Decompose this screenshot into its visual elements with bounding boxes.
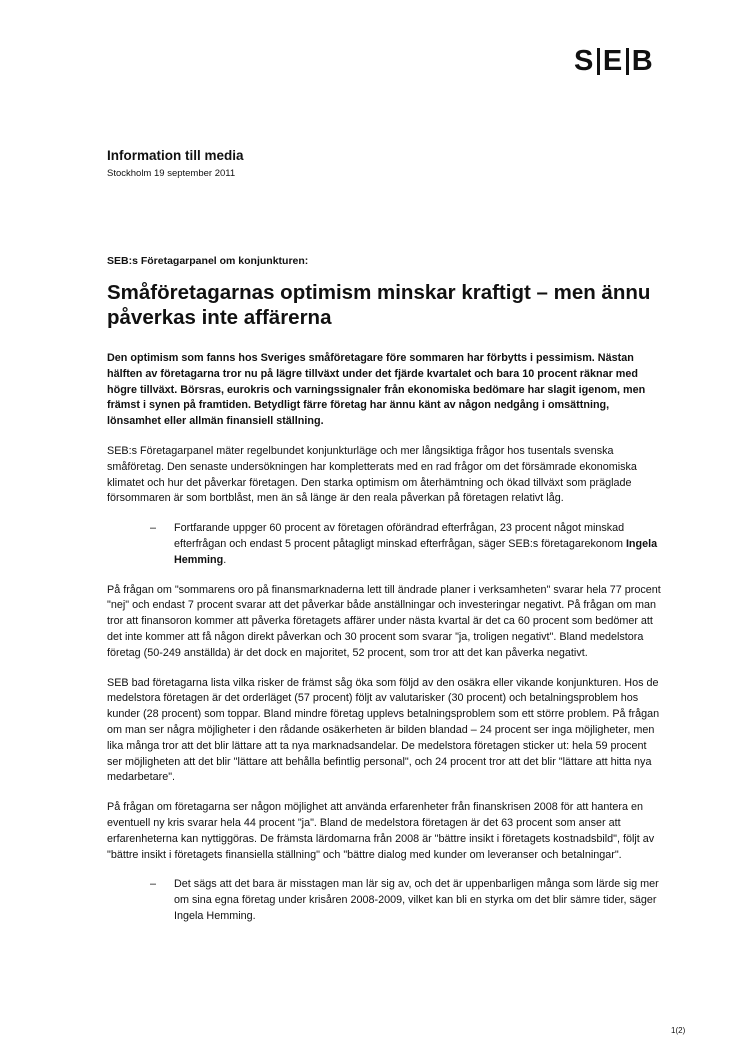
lead-paragraph: Den optimism som fanns hos Sveriges småföretagare före sommaren har förbytts i pessimism. Nästan hälften av företagarna tror nu på lägre tillväxt under det fjärde kvartalet och bara 10 procent räknar med högre tillväxt. Börsras, eurokris och varningssignaler från ekonomiska bedömare har slagit igenom, men främst i synen på framtiden. Betydligt färre företag har ännu känt av någon nedgång i omsättning, lönsamhet eller allmän finansiell ställning. <box>107 352 646 428</box>
dash-bullet: – <box>150 878 157 891</box>
logo-letter-e: E <box>602 45 623 77</box>
quote-text: Det sägs att det bara är misstagen man lär sig av, och det är uppenbarligen många som lärde sig mer om sina egna företag under krisåren 2008-2009, vilket kan bli en styrka om det blir sämre tider, säger Ingela Hemming. <box>174 878 659 922</box>
seb-logo <box>574 47 653 76</box>
body-paragraph-1: SEB:s Företagarpanel mäter regelbundet konjunkturläge och mer långsiktiga frågor hos tusentals svenska småföretag. Den senaste undersökningen har kompletterats med en rad frågor om det försämrade ekonomiska klimatet och hur det påverkar företagen. Den starka optimism om återhämtning och ökad tillväxt som präglade försommaren är som bortblåst, men än så länge är den reala påverkan på företagen relativt låg. <box>107 444 637 505</box>
quote-speaker-name: Ingela Hemming <box>174 537 658 566</box>
quote-paragraph-2 <box>107 877 662 924</box>
logo-letter-b: B <box>631 45 654 77</box>
logo-letter-s: S <box>574 45 594 77</box>
body-paragraph-2: På frågan om "sommarens oro på finansmarknaderna lett till ändrade planer i verksamheten" svarar hela 77 procent "nej" och endast 7 procent svarar att det påverkar både anställningar och investeringar negativt. På frågan om man tror att finansoron kommer att påverka företagets affärer under nästa kvartal är det ca 60 procent som bedömer att det inte kommer att få någon direkt påverkan och 30 procent som svarar "ja, troligen negativt". Bland medelstora företag (50-249 anställda) är det dock en majoritet, 52 procent, som tror att det kan påverka negativt. <box>107 583 661 659</box>
quote-paragraph-1 <box>107 521 662 568</box>
quote-text: Fortfarande uppger 60 procent av företagen oförändrad efterfrågan, 23 procent något minskad efterfrågan och endast 5 procent påtagligt minskad efterfrågan, säger SEB:s företagarekonom <box>174 522 626 550</box>
dash-bullet: – <box>150 522 157 535</box>
article-kicker: SEB:s Företagarpanel om konjunkturen: <box>107 255 309 267</box>
dateline: Stockholm 19 september 2011 <box>107 168 236 179</box>
article-headline: Småföretagarnas optimism minskar kraftigt – men ännu påverkas inte affärerna <box>107 281 651 329</box>
logo-divider <box>597 48 600 75</box>
body-paragraph-3: SEB bad företagarna lista vilka risker de främst såg öka som följd av den osäkra eller vikande konjunkturen. Hos de medelstora företagen är det orderläget (57 procent) följt av valutarisker (30 procent) och betalningsproblem hos kunder (28 procent) som toppar. Bland mindre företag upplevs betalningsproblem som ett större problem. På frågan om man ser några möjligheter i den rådande osäkerheten är bilden blandad – 24 procent ser inga möjligheter, men lika många tror att det blir lättare att ta nya marknadsandelar. De medelstora företagen sticker ut: hela 59 procent ser möjligheten att det blir "lättare att behålla befintlig personal", och 24 procent tror att det blir "lättare att hitta nya medarbetare". <box>107 676 660 784</box>
page-number: 1(2) <box>671 1026 686 1035</box>
article-body <box>107 351 662 939</box>
media-info-label: Information till media <box>107 148 244 163</box>
quote-end: . <box>223 553 227 566</box>
logo-divider <box>626 48 629 75</box>
body-paragraph-4: På frågan om företagarna ser någon möjlighet att använda erfarenheter från finanskrisen 2008 för att hantera en eventuell ny kris svarar hela 44 procent "ja". Bland de medelstora företagen är det 63 procent som anser att erfarenheterna kan nyttiggöras. De främsta lärdomarna från 2008 är "bättre insikt i företagets kostnadsbild", följt av "bättre insikt i företagets finansiella ställning" och "bättre dialog med kunder om leveranser och betalningar". <box>107 801 655 861</box>
